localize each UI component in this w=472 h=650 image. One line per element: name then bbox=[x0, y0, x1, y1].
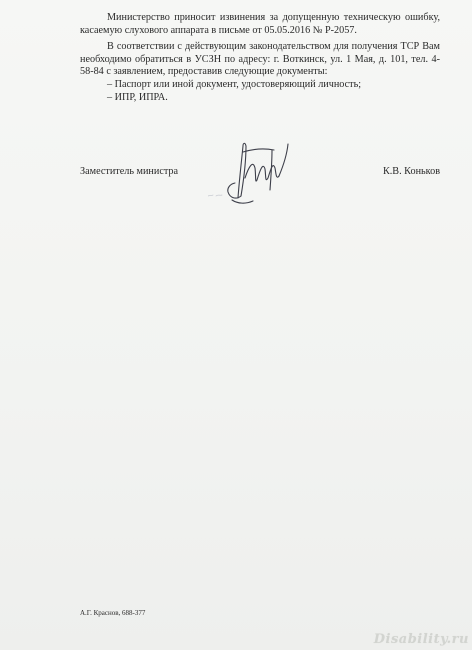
signatory-position: Заместитель министра bbox=[80, 166, 179, 177]
executor-contact: А.Г. Краснов, 688-377 bbox=[80, 609, 146, 617]
site-watermark: Disability.ru bbox=[373, 632, 469, 647]
signatory-name: К.В. Коньков bbox=[382, 166, 440, 177]
handwritten-signature bbox=[208, 138, 308, 208]
document-item-ipr: – ИПР, ИПРА. bbox=[107, 91, 168, 103]
apology-paragraph: Министерство приносит извинения за допущенную техническую ошибку, касаемую слухового аппарата в письме от 05.05.2016 № Р-2057. bbox=[80, 12, 440, 36]
document-item-passport: – Паспорт или иной документ, удостоверяющий личность; bbox=[107, 78, 362, 90]
letter-body bbox=[80, 12, 440, 104]
instructions-paragraph: В соответствии с действующим законодательством для получения ТСР Вам необходимо обратиться в УСЗН по адресу: г. Воткинск, ул. 1 Мая, д. 101, тел. 4-58-84 с заявлением, предоставив следующие документы: bbox=[80, 41, 440, 78]
